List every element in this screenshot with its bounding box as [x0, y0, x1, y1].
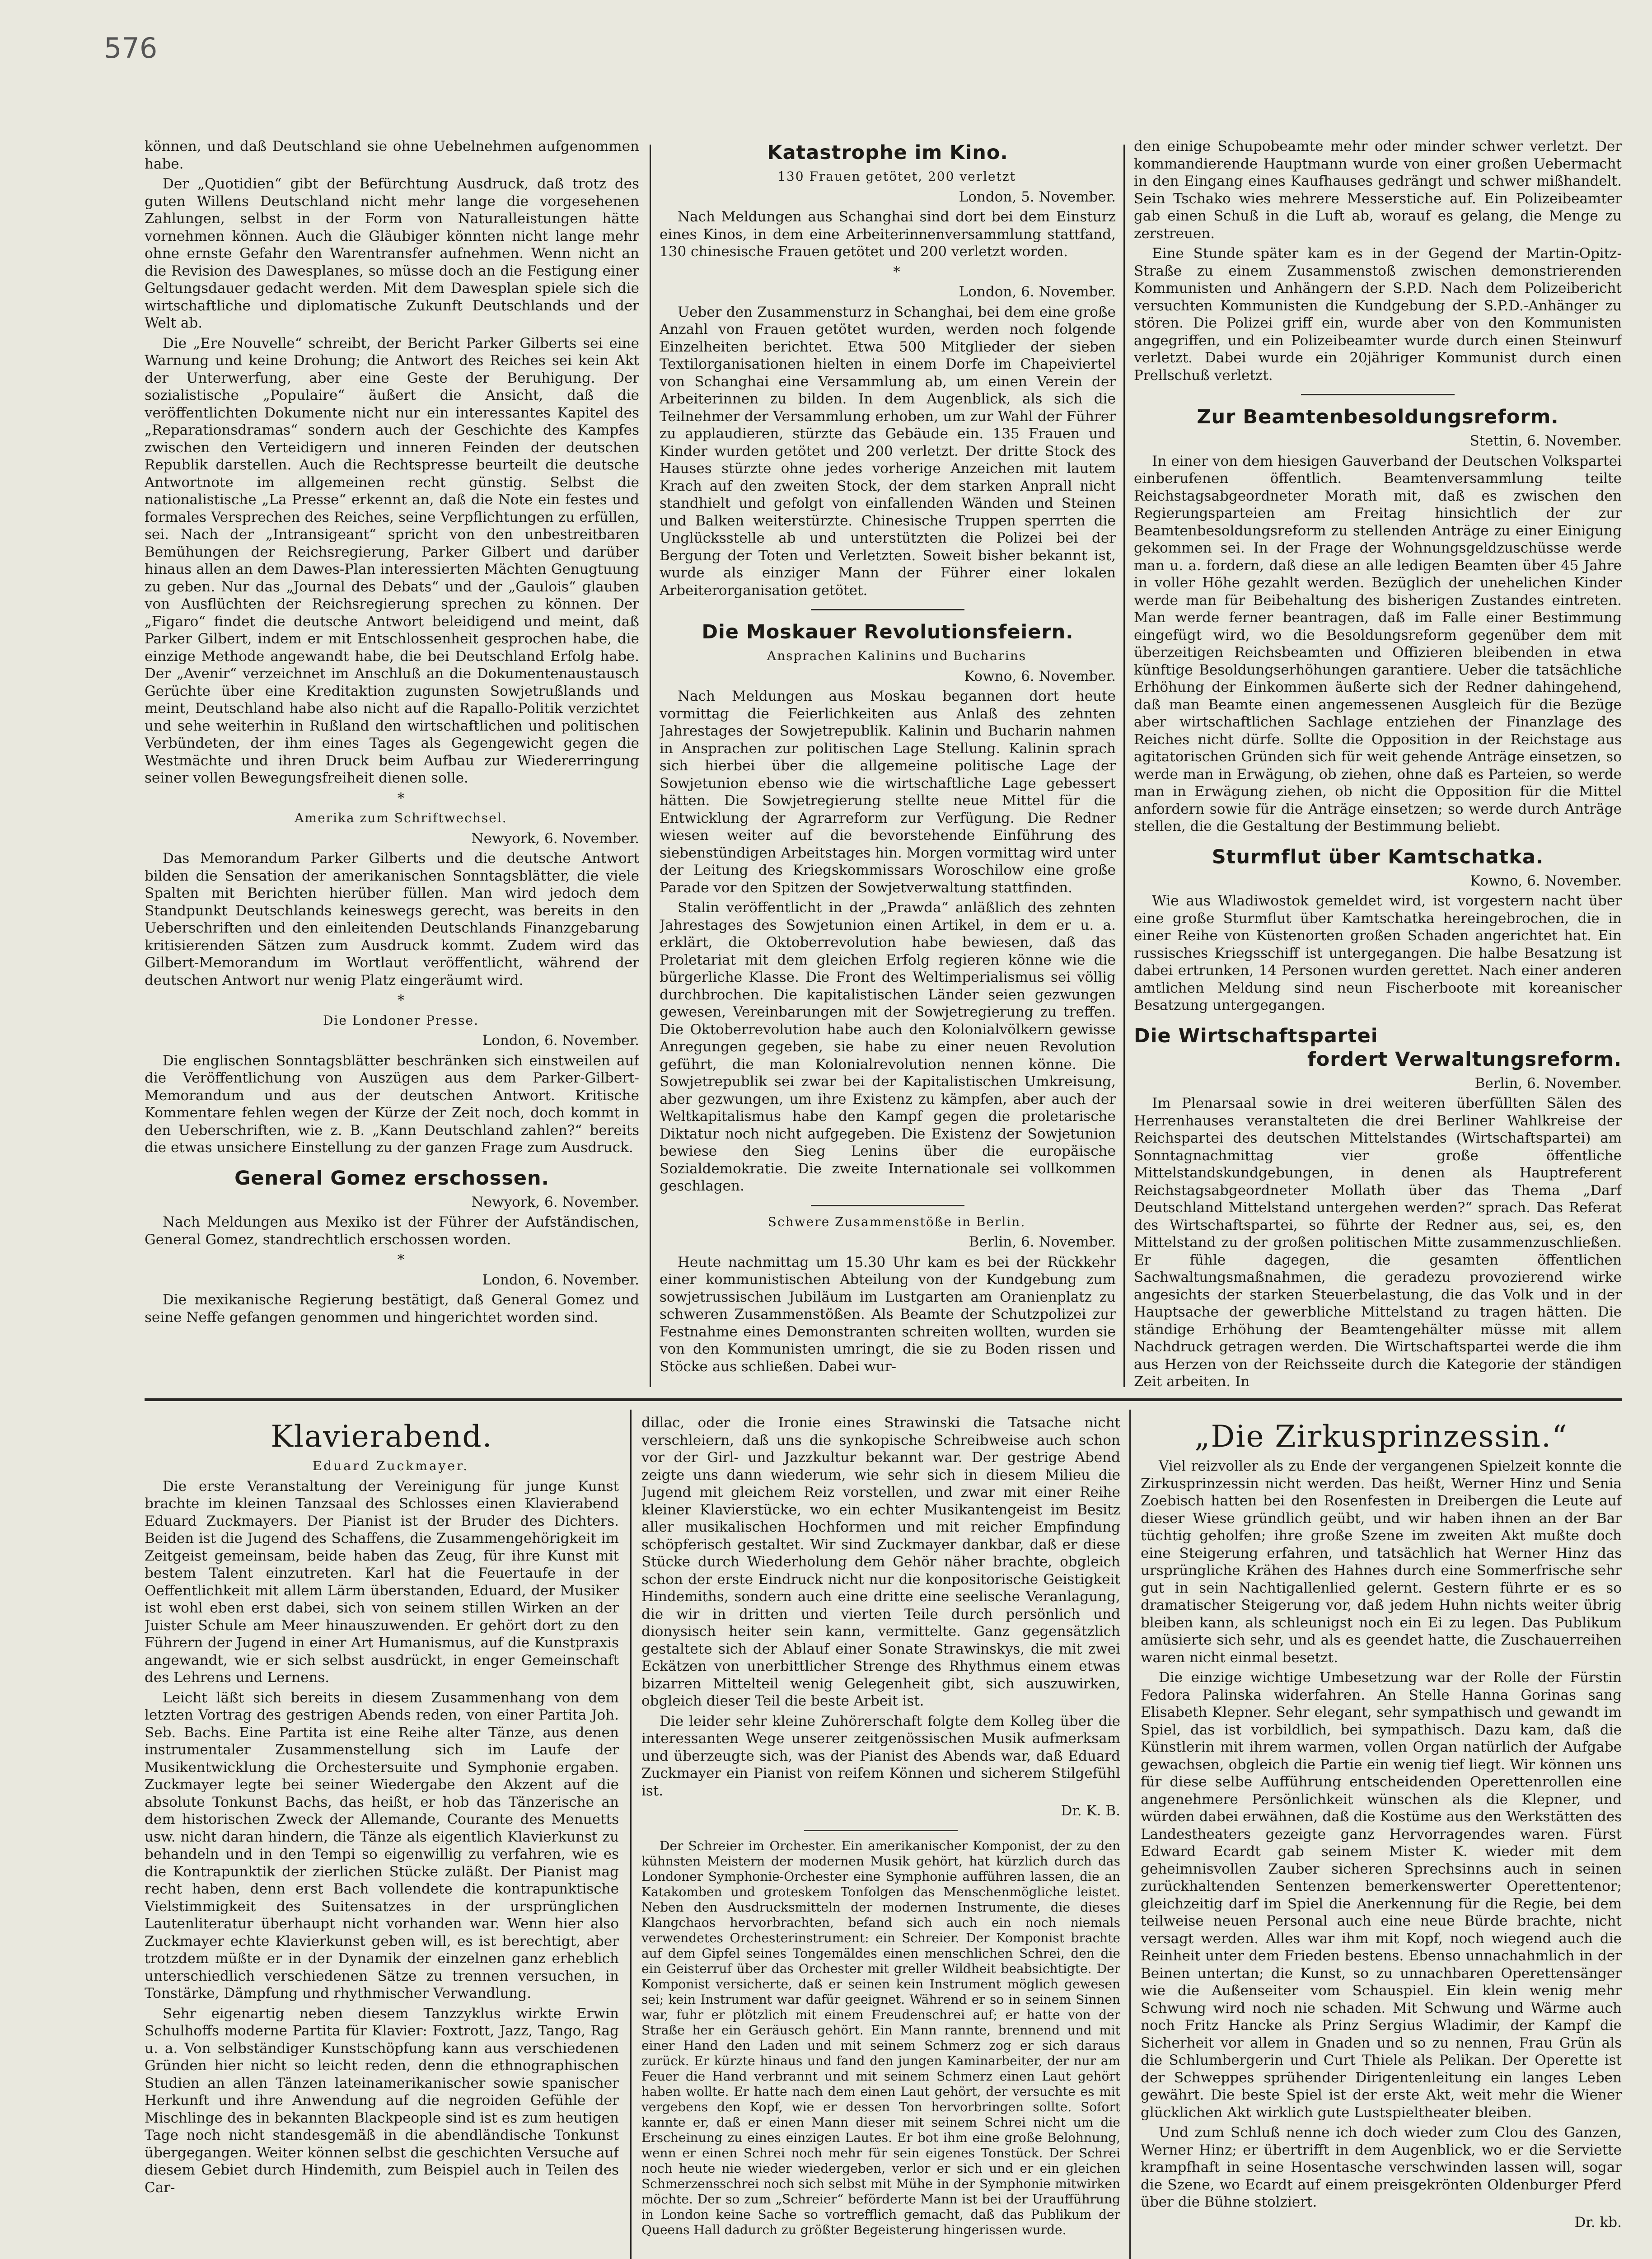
- article-text: Sehr eigenartig neben diesem Tanzzyklus wirkte Erwin Schulhoffs moderne Partita für Klavier: Foxtrott, Jazz, Tango, Rag u. a. Von selbständiger Kunstschöpfung kann aus verschiedenen Gründen hier nicht so leicht reden, denn die ethnographischen Studien an allen Tänzen lateinamerikanischer sowie spanischer Herkunft und ihre Anwendung auf die negroiden Gefühle der Mischlinge des in bekannten Blackpeople sind ist es zum heutigen Tage noch nicht standesgemäß in die abendländische Tonkunst übergegangen. Weiter können selbst die geschichten Versuche auf diesem Gebiet durch Hindemith, zum Beispiel auch in Teilen des Car-: [145, 2005, 619, 2196]
- article-text: Viel reizvoller als zu Ende der vergangenen Spielzeit konnte die Zirkusprinzessin nicht werden. Das heißt, Werner Hinz und Senia Zoebisch hatten bei den Rosenfesten in Dreibergen die Leute auf dieser Wiese gründlich geübt, und wir haben ihnen an der Bar tüchtig geholfen; ihre große Szene im zweiten Akt mußte doch eine Steigerung erfahren, und tatsächlich hat Werner Hinz das ursprüngliche Krähen des Hahnes durch eine Sommerfrische sehr gut in sein Nachtigallenlied gelernt. Gestern führte er es so dramatischer Steigerung vor, daß jedem Huhn nichts weiter übrig bleiben kann, als schleunigst noch ein Ei zu legen. Das Publikum amüsierte sich sehr, und als es geendet hatte, die Zuschauerreihen waren nicht einmal besetzt.: [1141, 1458, 1622, 1666]
- article-text: Die erste Veranstaltung der Vereinigung für junge Kunst brachte im kleinen Tanzsaal des Schlosses einen Klavierabend Eduard Zuckmayers. Der Pianist ist der Bruder des Dichters. Beiden ist die Jugend des Schaffens, die Zusammengehörigkeit im Zeitgeist gemeinsam, beide haben das Zeug, für ihre Kunst mit bestem Talent einzutreten. Karl hat die Feuertaufe in der Oeffentlichkeit mit allem Lärm überstanden, Eduard, der Musiker ist wohl eben erst dabei, sich von seinem stillen Wirken an der Juister Schule am Meer hinauszuwenden. Er gehört dort zu den Führern der Jugend in einer Art Humanismus, auf die Kunstpraxis angewandt, wie er sich selbst ausdrückt, in enger Gemeinschaft des Lehrens und Lernens.: [145, 1478, 619, 1686]
- dateline: London, 6. November.: [959, 284, 1116, 300]
- headline-sturmflut: Sturmflut über Kamtschatka.: [1212, 845, 1544, 868]
- dateline: London, 5. November.: [959, 188, 1116, 205]
- column-4: [145, 1414, 619, 2259]
- article-separator: [1301, 394, 1455, 395]
- article-text: können, und daß Deutschland sie ohne Uebelnehmen aufgenommen habe.: [145, 138, 639, 172]
- author-signature: Dr. K. B.: [1061, 1803, 1120, 1819]
- subheading: Die Londoner Presse.: [323, 1012, 479, 1028]
- article-text: Nach Meldungen aus Schanghai sind dort bei dem Einsturz eines Kinos, in dem eine Arbeiterinnenversammlung stattfand, 130 chinesische Frauen getötet und 200 verletzt worden.: [660, 209, 1116, 260]
- article-text: Nach Meldungen aus Moskau begannen dort heute vormittag die Feierlichkeiten aus Anlaß des zehnten Jahrestages der Sowjetrepublik. Kalinin und Bucharin nahmen in Ansprachen zur politischen Lage Stellung. Kalinin sprach sich hierbei über die allgemeine politische Lage der Sowjetunion ebenso wie die wirtschaftliche Lage gebessert hätten. Die Sowjetregierung stellte neue Mittel für die Entwicklung der Agrarreform zur Verfügung. Die Redner wiesen weiter auf die bevorstehende Einführung des siebenstündigen Arbeitstages hin. Morgen vormittag wird unter der Leitung des Kriegskommissars Woroschilow eine große Parade vor den Spitzen der Sowjetverwaltung stattfinden.: [660, 688, 1116, 896]
- headline-zirkusprinzessin: „Die Zirkusprinzessin.“: [1194, 1419, 1568, 1454]
- article-text: den einige Schupobeamte mehr oder minder schwer verletzt. Der kommandierende Hauptmann wurde von einer großen Uebermacht in den Eingang eines Kaufhauses gedrängt und schwer mißhandelt. Sein Tschako wies mehrere Messerstiche auf. Ein Polizeibeamter gab einen Schuß in die Luft ab, worauf es gelang, die Menge zu zerstreuen.: [1134, 138, 1622, 242]
- asterism: *: [397, 1251, 405, 1268]
- article-text: Das Memorandum Parker Gilberts und die deutsche Antwort bilden die Sensation der amerikanischen Sonntagsblätter, die viele Spalten mit Berichten hierüber füllen. Man wird jedoch dem Standpunkt Deutschlands keineswegs gerecht, was bereits in den Ueberschriften und den einleitenden Deutschlands Finanzgebarung kritisierenden Sätzen zum Ausdruck kommt. Zudem wird das Gilbert-Memorandum im Wortlaut veröffentlicht, während der deutschen Antwort nur wenig Platz eingeräumt wird.: [145, 850, 639, 989]
- dateline: Kowno, 6. November.: [1470, 872, 1622, 889]
- subheading: Ansprachen Kalinins und Bucharins: [767, 648, 1027, 663]
- author-signature: Dr. kb.: [1574, 2214, 1622, 2231]
- article-text: Ueber den Zusammensturz in Schanghai, bei dem eine große Anzahl von Frauen getötet wurden, werden noch folgende Einzelheiten berichtet. Etwa 500 Mitglieder der sieben Textilorganisationen hielten in einem Dorfe im Chapeiviertel von Schanghai eine Versammlung ab, um einen Verein der Arbeiterinnen zu bilden. In dem Augenblick, als sich die Teilnehmer der Versammlung erhoben, um zur Wahl der Führer zu applaudieren, stürzte das Gebäude ein. 135 Frauen und Kinder wurden getötet und 200 verletzt. Der dritte Stock des Hauses stürzte ohne jedes vorherige Anzeichen mit lautem Krach auf den zweiten Stock, der dem starken Anprall nicht standhielt und gefolgt von einfallenden Wänden und Steinen und Balken weiterstürzte. Chinesische Truppen sperrten die Unglücksstelle ab und unterstützten die Polizei bei der Bergung der Toten und Verletzten. Soweit bisher bekannt ist, wurde als einziger Mann der Führer einer lokalen Arbeiterorganisation getötet.: [660, 304, 1116, 599]
- asterism: *: [893, 263, 900, 280]
- section-divider: [145, 1398, 1622, 1401]
- headline-gomez: General Gomez erschossen.: [234, 1167, 549, 1190]
- article-text: Der Schreier im Orchester. Ein amerikanischer Komponist, der zu den kühnsten Meistern der modernen Musik gehört, hat kürzlich durch das Londoner Symphonie-Orchester eine Symphonie aufführen lassen, die an Katakomben und groteskem Tonfolgen das Menschenmögliche leistet. Neben den Ausdrucksmitteln der modernen Instrumente, die dieses Klangchaos hervorbrachten, befand sich auch ein noch niemals verwendetes Orchesterinstrument: ein Schreier. Der Komponist brachte auf dem Gipfel seines Tongemäldes einen menschlichen Schrei, den die ein Geisterruf über das Orchester mit greller Wildheit beabsichtigte. Der Komponist versicherte, daß er seinen kein Instrument möglich gewesen sei; kein Instrument war dafür geeignet. Während er so in seinem Sinnen war, fuhr er plötzlich mit einem Freudenschrei auf; er hatte von der Straße her ein Geräusch gehört. Ein Mann rannte, brennend und mit einer Hand den Laden und mit seinem Schmerz zog er sich daraus zurück. Er kürzte hinaus und fand den jungen Kaminarbeiter, der nur am Feuer die Hand verbrannt und mit seinem Schmerz einen Laut gehört haben wollte. Er hatte nach dem einen Laut gehört, der versuchte es mit vergebens den Kopf, wie er dessen Ton hervorbringen sollte. Sofort kannte er, daß er einen Mann dieser mit seinem Schrei nicht um die Erscheinung zu eines einzigen Lautes. Er bot ihm eine große Belohnung, wenn er einen Schrei noch mehr für sein eigenes Tonstück. Der Schrei noch heute nie wieder wiedergeben, verlor er sich und er ein gleichen Schmerzensschrei noch sich selbst mit Mühe in der Symphonie mitwirken möchte. Der so zum „Schreier“ beförderte Mann ist bei der Uraufführung in London keine Sache so vortrefflich gemacht, daß das Publikum der Queens Hall dadurch zu größter Begeisterung hingerissen wurde.: [641, 1838, 1120, 2237]
- article-text: Im Plenarsaal sowie in drei weiteren überfüllten Sälen des Herrenhauses veranstalteten die drei Berliner Wahlkreise der Reichspartei des deutschen Mittelstandes (Wirtschaftspartei) am Sonntagnachmittag vier große öffentliche Mittelstandskundgebungen, in denen als Hauptreferent Reichstagsabgeordneter Mollath über das Thema „Darf Deutschland Mittelstand untergehen werden?“ sprach. Das Referat des Wirtschaftspartei, so führte der Redner aus, sei, es, den Mittelstand zu der großen politischen Mitte zusammenzuschließen. Er fühle dagegen, die gesamten öffentlichen Sachwaltungsmaßnahmen, die geradezu provozierend wirke angesichts der starken Steuerbelastung, die das Volk und in der Hauptsache der gewerbliche Mittelstand zu tragen hätten. Die ständige Erhöhung der Beamtengehälter müsse mit allem Nachdruck getragen werden. Die Wirtschaftspartei werde die ihm aus Herzen von der Reichsseite durch die Kategorie der ständigen Zeit arbeiten. In: [1134, 1095, 1622, 1390]
- dateline: Newyork, 6. November.: [471, 1194, 639, 1210]
- subheading: 130 Frauen getötet, 200 verletzt: [777, 169, 1016, 184]
- headline-kino: Katastrophe im Kino.: [767, 141, 1008, 164]
- article-text: Und zum Schluß nenne ich doch wieder zum Clou des Ganzen, Werner Hinz; er übertrifft in dem Augenblick, wo er die Serviette krampfhaft in seine Hosentasche verschwinden lassen will, sogar die Szene, wo Ecardt auf einem preisgekrönten Oldenburger Pferd über die Bühne stolziert.: [1141, 2124, 1622, 2210]
- article-text: Nach Meldungen aus Mexiko ist der Führer der Aufständischen, General Gomez, standrechtlich erschossen worden.: [145, 1214, 639, 1248]
- page-number: 576: [104, 32, 158, 65]
- article-text: dillac, oder die Ironie eines Strawinski die Tatsache nicht verschleiern, daß uns die synkopische Schreibweise auch schon vor der Girl- und Jazzkultur bekannt war. Der gestrige Abend zeigte uns dann wiederum, wie sehr sich in diesem Milieu die Jugend mit gleichem Reiz vorstellen, und zwar mit einer Reihe kleiner Klavierstücke, wo ein echter Musikantengeist im Besitz aller musikalischen Hochformen und mit reicher Empfindung schöpferisch gestaltet. Wir sind Zuckmayer dankbar, daß er diese Stücke durch Wiederholung dem Gehör näher brachte, obgleich schon der erste Eindruck nicht nur die konpositorische Geistigkeit Hindemiths, sondern auch eine dritte eine seelische Veranlagung, die wir in dritten und vierten Teile durch persönlich und dionysisch heiter sein kann, vermittelte. Ganz gegensätzlich gestaltete sich der Ablauf einer Sonate Strawinskys, die mit zwei Eckätzen von unerbittlicher Strenge des Rhythmus einem etwas bizarren Mittelteil wenig Gelegenheit gibt, sich auszuwirken, obgleich dieser Teil die beste Arbeit ist.: [641, 1415, 1120, 1709]
- headline-klavierabend: Klavierabend.: [271, 1419, 493, 1454]
- article-separator: [811, 609, 964, 610]
- subheading: Schwere Zusammenstöße in Berlin.: [768, 1214, 1026, 1229]
- headline-wirtschaftspartei-line1: Die Wirtschaftspartei: [1134, 1024, 1378, 1047]
- column-5: [641, 1414, 1120, 2259]
- article-text: Die mexikanische Regierung bestätigt, daß General Gomez und seine Neffe gefangen genommen und hingerichtet worden sind.: [145, 1292, 639, 1326]
- article-text: Die leider sehr kleine Zuhörerschaft folgte dem Kolleg über die interessanten Wege unserer zeitgenössischen Musik aufmerksam und überzeugte sich, was der Pianist des Abends war, daß Eduard Zuckmayer ein Pianist von reifem Können und sicherem Stilgefühl ist.: [641, 1713, 1120, 1799]
- dateline: Berlin, 6. November.: [969, 1234, 1116, 1250]
- article-separator: [804, 1830, 958, 1831]
- dateline: London, 6. November.: [482, 1271, 639, 1288]
- article-text: Wie aus Wladiwostok gemeldet wird, ist vorgestern nacht über eine große Sturmflut über Kamtschatka hereingebrochen, die in einer Reihe von Küstenorten großen Schaden angerichtet hat. Ein russisches Kriegsschiff ist untergegangen. Die halbe Besatzung ist dabei ertrunken, 14 Personen wurden gerettet. Nach einer anderen amtlichen Meldung sind neun Fischerboote mit koreanischer Besatzung untergegangen.: [1134, 893, 1622, 1013]
- asterism: *: [397, 992, 405, 1008]
- article-text: Die einzige wichtige Umbesetzung war der Rolle der Fürstin Fedora Palinska widerfahren. An Stelle Hanna Gorinas sang Elisabeth Klepner. Sehr elegant, sehr sympathisch und gewandt im Spiel, das ist vorbildlich, bei sympathisch. Dazu kam, daß die Künstlerin mit ihrem warmen, vollen Organ natürlich der Aufgabe gewachsen, obgleich die Partie ein wenig tief liegt. Wir können uns für diese selbe Aufführung entscheidenden Operettenrollen eine angenehmere Persönlichkeit wünschen als die Klepner, und würden dabei erwähnen, daß die Kostüme aus den Werkstätten des Landestheaters gezeigte ganz Hervorragendes waren. Fürst Edward Ecardt gab seinem Mister K. wieder mit dem geheimnisvollen Zauber sicheren Sprechsinns auch in seinen zurückhaltenden Sentenzen bemerkenswerter Operettentenor; gleichzeitig darf im Spiel die Anerkennung für die Regie, bei dem teilweise neuen Personal auch eine neue Bürde brachte, nicht versagt werden. Alles war ihm mit Kopf, noch wiegend auch die Reinheit unter dem Frieden bestens. Ebenso unnachahmlich in der Beinen untertan; die Kunst, so zu unnachbaren Operettensänger wie die Außenseiter vom Schauspiel. Ein klein wenig mehr Schwung wird noch nie schaden. Mit Schwung und Wärme auch noch Fritz Hancke als Prinz Sergius Wladimir, der Kampf die Sicherheit vor allem in Gnaden und so zu nennen, Frau Grün als die Schlumbergerin und Curt Thiele als Pelikan. Der Operette ist der Schweppes sprühender Dirigentenleitung ein langes Leben gewährt. Die beste Spiel ist der erste Akt, weit mehr die Wiener glücklichen Akt wirklich gute Lustspieltheater bleiben.: [1141, 1669, 1622, 2121]
- article-separator: [811, 1205, 964, 1206]
- column-2: [660, 131, 1116, 1394]
- column-6: [1141, 1414, 1622, 2259]
- article-text: Die englischen Sonntagsblätter beschränken sich einstweilen auf die Veröffentlichung von Auszügen aus dem Parker-Gilbert-Memorandum und aus der deutschen Antwort. Kritische Kommentare fehlen wegen der Kürze der Zeit noch, doch kommt in den Ueberschriften, wie z. B. „Kann Deutschland zahlen?“ bereits die etwas unsichere Einstellung zu der ganzen Frage zum Ausdruck.: [145, 1052, 639, 1156]
- article-text: Der „Quotidien“ gibt der Befürchtung Ausdruck, daß trotz des guten Willens Deutschland nicht mehr lange die vorgesehenen Zahlungen, selbst in der Form von Naturalleistungen hätte vornehmen können. Auch die Gläubiger könnten nicht lange mehr ohne ernste Gefahr den Warentransfer aufnehmen. Wenn nicht an die Revision des Dawesplanes, so müsse doch an die Festigung einer Geltungsdauer gedacht werden. Mit dem Dawesplan spiele sich die wirtschaftliche und diplomatische Zukunft Deutschlands und der Welt ab.: [145, 176, 639, 331]
- headline-wirtschaftspartei-line2: fordert Verwaltungsreform.: [1307, 1048, 1622, 1071]
- dateline: Berlin, 6. November.: [1474, 1075, 1622, 1092]
- dateline: Newyork, 6. November.: [471, 830, 639, 847]
- article-text: In einer von dem hiesigen Gauverband der Deutschen Volkspartei einberufenen öffentlich. Beamtenversammlung teilte Reichstagsabgeordneter Morath mit, daß es zwischen den Regierungsparteien am Freitag hinsichtlich der zur Beamtenbesoldungsreform zu stellenden Anträge zu einer Einigung gekommen sei. In der Frage der Wohnungsgeldzuschüsse werde man u. a. fordern, daß diese an alle ledigen Beamten über 45 Jahre in voller Höhe gezahlt werden. Bezüglich der unehelichen Kinder werde man für Beibehaltung des bisherigen Zustandes eintreten. Man werde ferner beantragen, daß im Falle einer Bestimmung eingefügt wird, wo die Besoldungsreform gegenüber dem mit überzeitigen Reichsbeamten und Offizieren bleibenden in etwa künftige Besoldungserhöhungen garantiere. Ueber die tatsächliche Erhöhung der Einkommen äußerte sich der Redner dahingehend, daß man Beamte einen angemessenen Ausgleich für die Bezüge aber wirtschaftlichen Sachlage entziehen der Finanzlage des Reiches nicht dürfe. Sollte die Opposition in der Reichstage aus agitatorischen Gründen sich für weit gehende Anträge einsetzen, so werde man in Erwägung, ob ziehen, ohne daß es Parteien, so werde man in Erwägung ziehen, ob nicht die Opposition für die Mittel anfordern sowie für die Anträge einsetzen; so werde durch Anträge stellen, die die Gestaltung der Bestimmung beliebt.: [1134, 453, 1622, 834]
- column-rule-1: [650, 145, 651, 1387]
- column-rule-3: [630, 1410, 632, 2259]
- column-rule-4: [1129, 1410, 1131, 2259]
- dateline: Stettin, 6. November.: [1469, 433, 1622, 449]
- article-text: Heute nachmittag um 15.30 Uhr kam es bei der Rückkehr einer kommunistischen Abteilung von der Kundgebung zum sowjetrussischen Jubiläum im Lustgarten am Oranienplatz zu schweren Zusammenstößen. Als Beamte der Schutzpolizei zur Festnahme eines Demonstranten schreiten wollten, wurden sie von den Kommunisten umringt, die sie zu Boden rissen und Stöcke aus schließen. Dabei wur-: [660, 1254, 1116, 1375]
- article-text: Eine Stunde später kam es in der Gegend der Martin-Opitz-Straße zu einem Zusammenstoß zwischen demonstrierenden Kommunisten und Anhängern der S.P.D. Nach dem Polizeibericht versuchten Kommunisten die Kundgebung der S.P.D.-Anhänger zu stören. Die Polizei griff ein, wurde aber von den Kommunisten angegriffen, und ein Polizeibeamter wurde durch einen Steinwurf verletzt. Dabei wurde ein 20jähriger Kommunist durch einen Prellschuß verletzt.: [1134, 245, 1622, 384]
- headline-moskau: Die Moskauer Revolutionsfeiern.: [702, 621, 1074, 643]
- headline-beamten: Zur Beamtenbesoldungsreform.: [1197, 406, 1559, 428]
- dateline: London, 6. November.: [482, 1032, 639, 1049]
- article-text: Die „Ere Nouvelle“ schreibt, der Bericht Parker Gilberts sei eine Warnung und keine Drohung; die Antwort des Reiches sei kein Akt der Unterwerfung, aber eine Geste der Beruhigung. Der sozialistische „Populaire“ äußert die Ansicht, daß die veröffentlichten Dokumente nicht nur ein interessantes Kapitel des „Reparationsdramas“ sondern auch der Geschichte des Kampfes zwischen den Verteidigern und inneren Feinden der deutschen Republik darstellen. Auch die Rechtspresse beurteilt die deutsche Antwortnote im allgemeinen recht günstig. Selbst die nationalistische „La Presse“ erkennt an, daß die Note ein festes und formales Versprechen des Reiches, seine Verpflichtungen zu erfüllen, sei. Nach der „Intransigeant“ spricht von den unbestreitbaren Bemühungen der Reichsregierung, Parker Gilbert und darüber hinaus allen an dem Dawes-Plan interessierten Mächten Genugtuung zu geben. Nur das „Journal des Debats“ und der „Gaulois“ glauben von Ausflüchten der Reichsregierung sprechen zu können. Der „Figaro“ findet die deutsche Antwort beleidigend und meint, daß Parker Gilbert, indem er mit Entschlossenheit gesprochen habe, die einzige Methode angewandt habe, die bei Deutschland Erfolg habe. Der „Avenir“ verzeichnet im Anschluß an die Dokumentenaustausch Gerüchte über eine Kreditaktion zugunsten Sowjetrußlands und meint, Deutschland habe also nicht auf die Rapallo-Politik verzichtet und sehe weiterhin in Rußland den wirtschaftlichen und politischen Verbündeten, der ihm eines Tages als Gegengewicht gegen die Westmächte und ihren Druck beim Aufbau zur Wiedererringung seiner vollen Bewegungsfreiheit dienen solle.: [145, 335, 639, 786]
- article-text: Stalin veröffentlicht in der „Prawda“ anläßlich des zehnten Jahrestages des Sowjetunion einen Artikel, in dem er u. a. erklärt, die Oktoberrevolution habe bewiesen, daß das Proletariat mit dem gleichen Erfolg regieren könne wie die bürgerliche Klasse. Die Front des Weltimperialismus sei völlig durchbrochen. Die kapitalistischen Länder seien gezwungen gewesen, Vereinbarungen mit der Sowjetregierung zu treffen. Die Oktoberrevolution habe auch den Kolonialvölkern gewisse Anregungen gegeben, sie habe zu einer neuen Revolution geführt, die man Kolonialrevolution nennen könne. Die Sowjetrepublik sei zwar bei der Kapitalistischen Umkreisung, aber gezwungen, um ihre Existenz zu kämpfen, aber auch der Weltkapitalismus habe den Kampf gegen die proletarische Diktatur noch nicht aufgegeben. Die Existenz der Sowjetunion bewiese den Sieg Lenins über die europäische Sozialdemokratie. Die zweite Internationale sei vollkommen geschlagen.: [660, 900, 1116, 1194]
- dateline: Kowno, 6. November.: [964, 668, 1116, 684]
- column-rule-2: [1123, 145, 1125, 1387]
- subheading: Amerika zum Schriftwechsel.: [295, 811, 507, 825]
- subheading: Eduard Zuckmayer.: [312, 1458, 469, 1473]
- article-text: Leicht läßt sich bereits in diesem Zusammenhang von dem letzten Vortrag des gestrigen Abends reden, von einer Partita Joh. Seb. Bachs. Eine Partita ist eine Reihe alter Tänze, aus denen instrumentaler Zusammenstellung sich im Laufe der Musikentwicklung die Orchestersuite und Symphonie ergaben. Zuckmayer legte bei seiner Wiedergabe den Akzent auf die absolute Tonkunst Bachs, das heißt, er hob das Tänzerische an dem historischen Zweck der Allemande, Courante des Menuetts usw. nicht daran hindern, die Tänze als eigentlich Klavierkunst zu behandeln und in den Tempi so eigenwillig zu verfahren, wie es die Kontrapunktik der zierlichen Stücke zuläßt. Der Pianist mag recht haben, denn erst Bach vollendete die kontrapunktische Vielstimmigkeit des Suitensatzes in der ursprünglichen Lautenliteratur überhaupt nicht vorhanden war. Wenn hier also Zuckmayer echte Klavierkunst geben will, es ist berechtigt, aber trotzdem müßte er in der Dynamik der einzelnen ganz erheblich unterschiedlich verschiedenen Sätze zu trennen versuchen, in Tonstärke, Dämpfung und rhythmischer Verwandlung.: [145, 1689, 619, 2001]
- column-1: [145, 138, 639, 1394]
- asterism: *: [397, 790, 405, 806]
- column-3: [1134, 138, 1622, 1394]
